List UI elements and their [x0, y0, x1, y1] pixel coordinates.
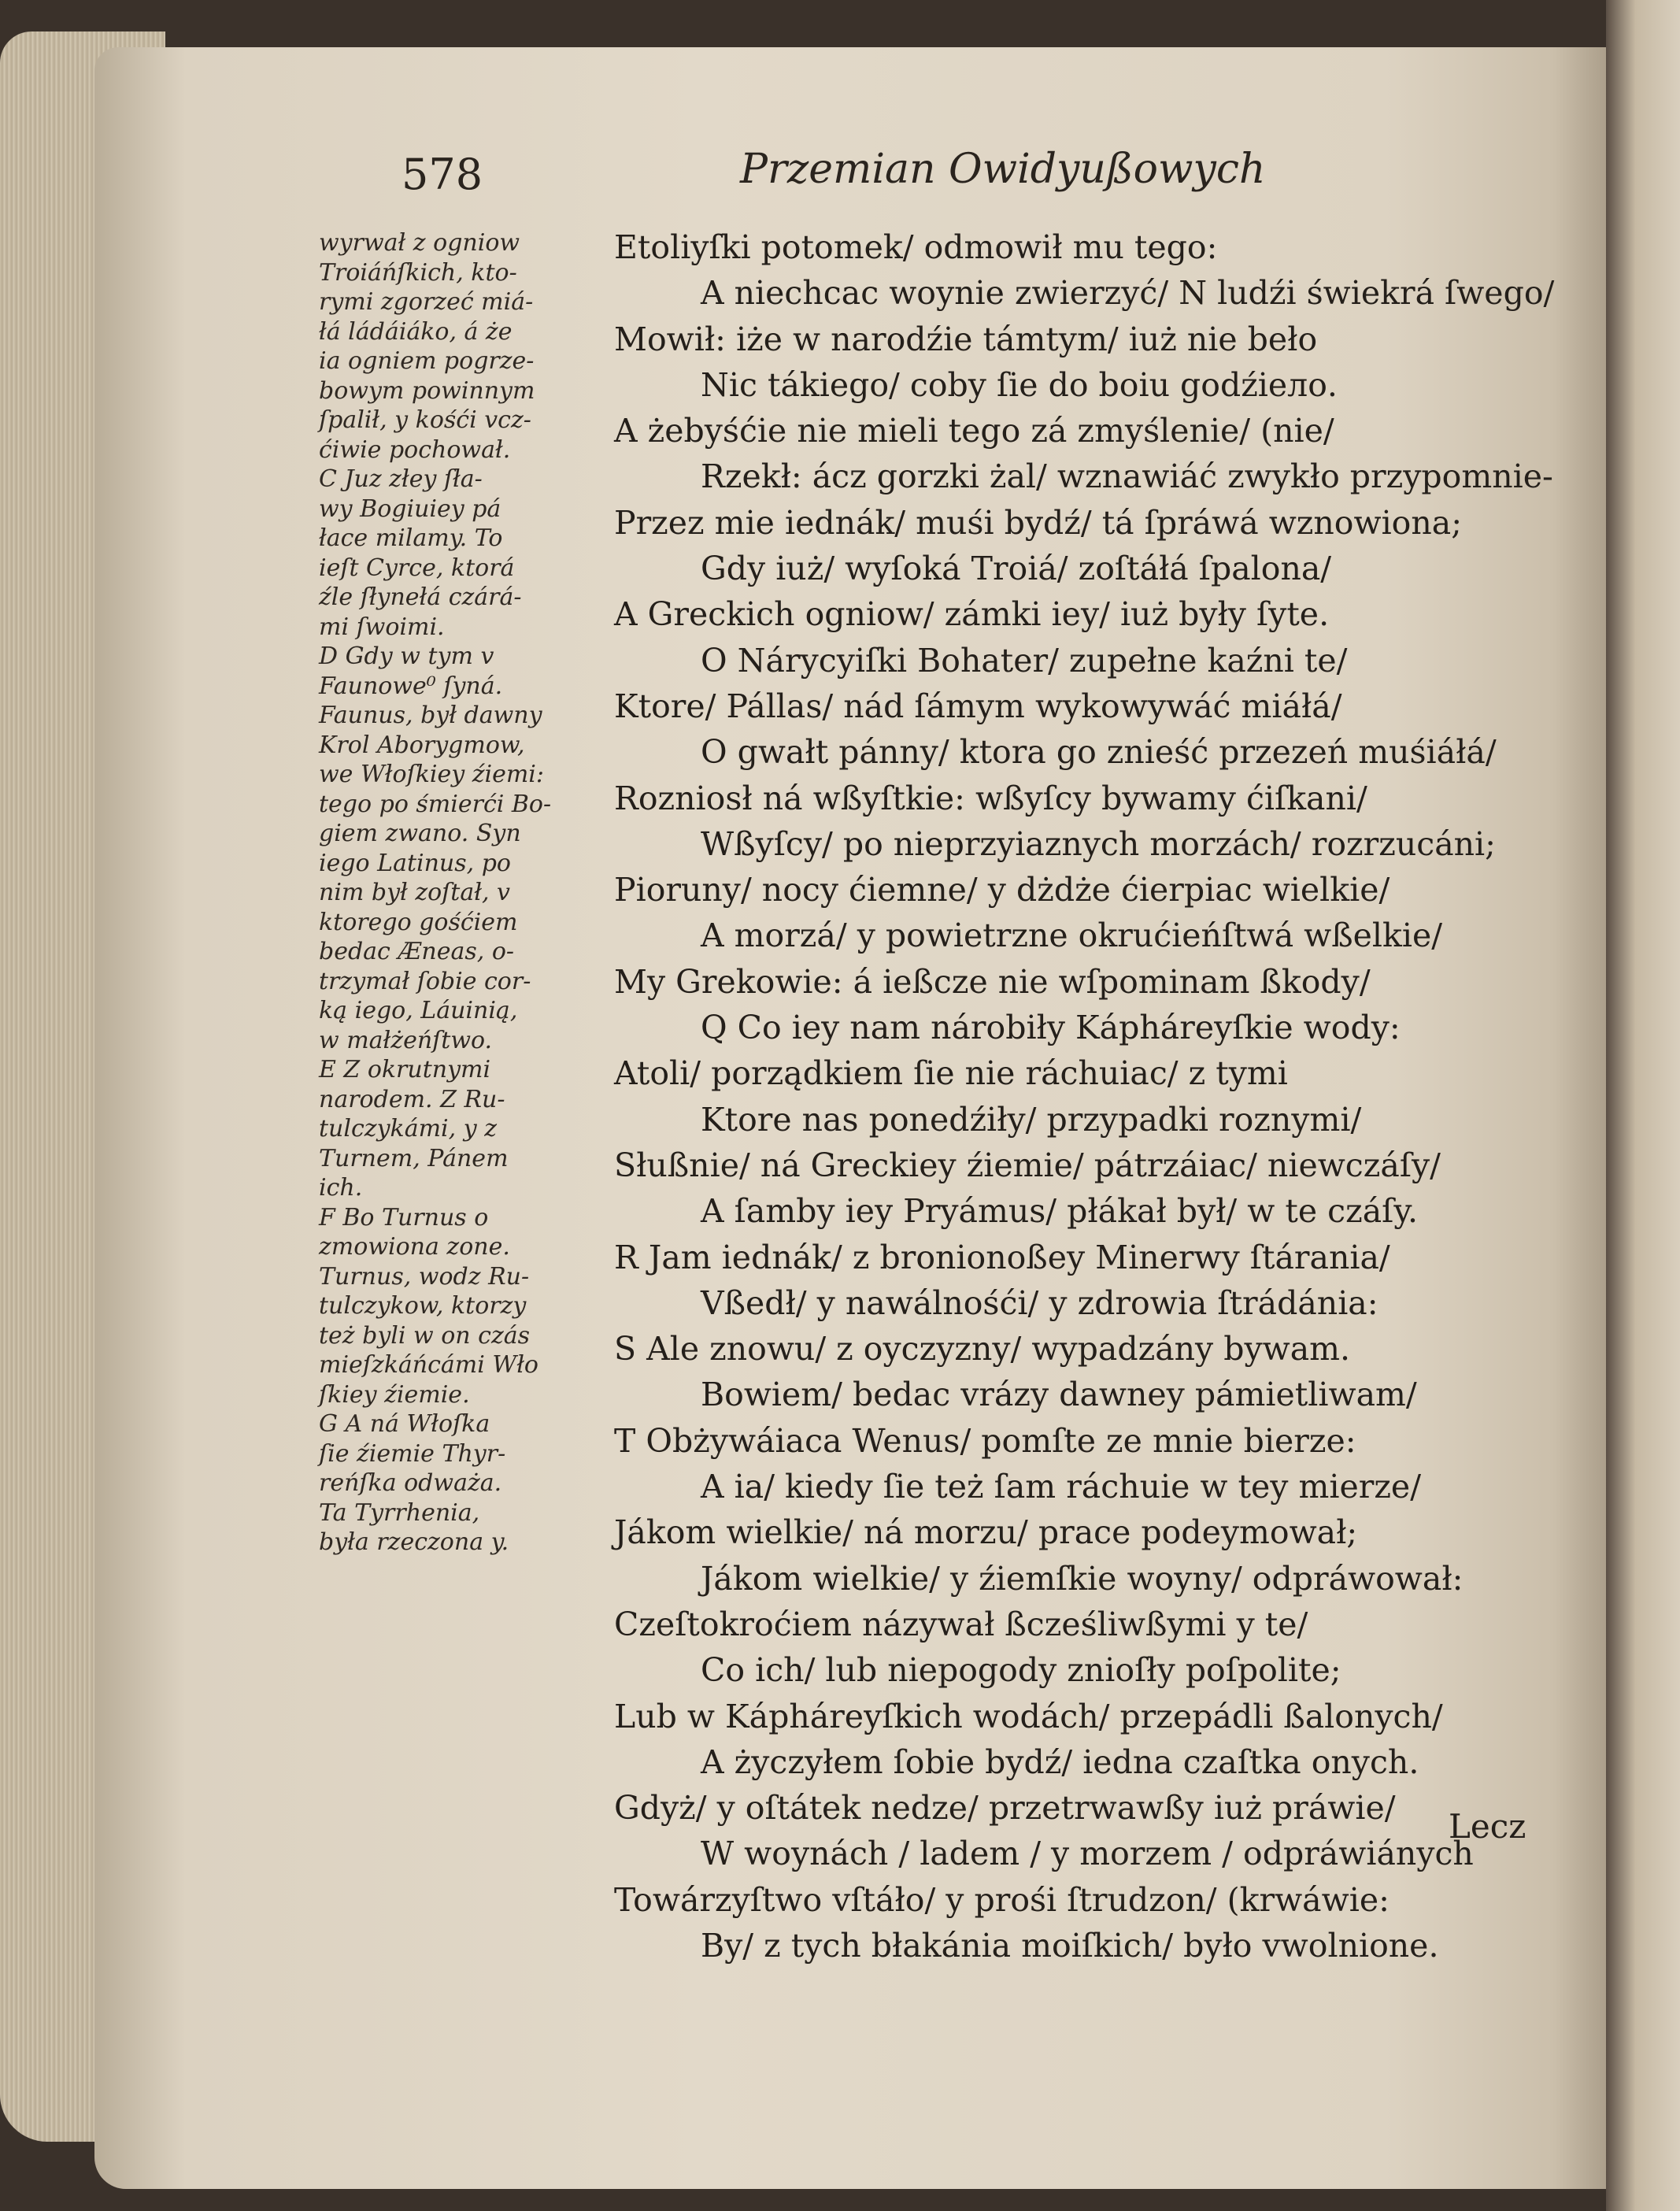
- margin-note-line: w małżeńſtwo.: [319, 1026, 493, 1054]
- verse-line: Rozniosł ná wßyſtkie: wßyſcy bywamy ćiſkani/: [614, 779, 1367, 817]
- margin-note-line: we Włoſkiey źiemi:: [319, 761, 545, 788]
- margin-note-line: bedac Æneas, o-: [319, 938, 515, 965]
- margin-note-line: ktorego gośćiem: [319, 908, 518, 936]
- verse-line: Co ich/ lub niepogody znioſły poſpolite;: [701, 1651, 1341, 1690]
- verse-line: Jákom wielkie/ y źiemſkie woyny/ odpráwował:: [701, 1559, 1464, 1598]
- verse-line: S Ale znowu/ z oyczyzny/ wypadzány bywam.: [614, 1330, 1351, 1368]
- verse-line: My Grekowie: á ießcze nie wſpominam ßkody/: [614, 962, 1371, 1001]
- verse-line: Wßyſcy/ po nieprzyiaznych morzách/ rozrzucáni;: [701, 824, 1496, 863]
- margin-note-line: C Juz złey ſła-: [319, 465, 483, 493]
- margin-note-line: ſie źiemie Thyr-: [319, 1439, 506, 1468]
- margin-note-line: Turnus, wodz Ru-: [319, 1262, 530, 1291]
- verse-line: A morzá/ y powietrzne okrućieńſtwá wßelkie/: [701, 917, 1443, 955]
- margin-note-line: mieſzkáńcámi Wło: [319, 1351, 538, 1379]
- verse-line: Etoliyſki potomek/ odmowił mu tego:: [614, 228, 1218, 266]
- verse-line: Jákom wielkie/ ná morzu/ prace podeymował;: [614, 1513, 1358, 1552]
- margin-note-line: E Z okrutnymi: [319, 1056, 491, 1083]
- margin-note-line: Krol Aborygmow,: [319, 731, 525, 759]
- margin-note-line: narodem. Z Ru-: [319, 1085, 505, 1113]
- margin-note-line: wy Bogiuiey pá: [319, 494, 501, 523]
- verse-line: Bowiem/ bedac vrázy dawney pámietliwam/: [701, 1376, 1417, 1414]
- margin-note-line: źle ſłynełá czárá-: [319, 583, 522, 611]
- margin-note-line: trzymał ſobie cor-: [319, 967, 531, 995]
- verse-line: A ia/ kiedy ſie też ſam ráchuie w tey mierze/: [701, 1468, 1422, 1506]
- verse-line: Ktore/ Pállas/ nád ſámym wykowywáć miáłá/: [614, 687, 1342, 725]
- verse-line: Ktore nas ponedźiły/ przypadki roznymi/: [701, 1100, 1362, 1139]
- verse-line: Nic tákiego/ coby ſie do boiu godźiело.: [701, 365, 1338, 404]
- verse-line: O Nárycyiſki Bohater/ zupełne kaźni te/: [701, 641, 1348, 680]
- verse-line: Gdy iuż/ wyſoká Troiá/ zoſtáłá ſpalona/: [701, 550, 1332, 588]
- verse-line: Pioruny/ nocy ćiemne/ y dżdże ćierpiac wielkie/: [614, 871, 1390, 909]
- margin-note-line: Ta Tyrrhenia,: [319, 1498, 480, 1527]
- verse-line: A Greckich ogniow/ zámki iey/ iuż były ſyte.: [614, 595, 1330, 634]
- margin-note-line: była rzeczona y.: [319, 1528, 509, 1556]
- margin-note-line: F Bo Turnus o: [319, 1203, 489, 1231]
- verse-line: R Jam iednák/ z bronionoßey Minerwy ſtárania/: [614, 1238, 1390, 1276]
- margin-note-line: rymi zgorzeć miá-: [319, 288, 534, 316]
- margin-note-line: też byli w on czás: [319, 1321, 531, 1350]
- margin-note-line: ſkiey źiemie.: [319, 1380, 470, 1409]
- margin-note-line: ich.: [319, 1174, 363, 1202]
- facing-page-edge: [1606, 0, 1680, 2211]
- margin-note-line: ia ogniem pogrze-: [319, 347, 535, 375]
- verse-line: Czeſtokroćiem názywał ßcześliwßymi y te/: [614, 1605, 1308, 1643]
- verse-line: Mowił: iże w narodźie támtym/ iuż nie beło: [614, 320, 1318, 358]
- margin-note-line: wyrwał z ogniow: [319, 229, 520, 257]
- verse-line: Q Co iey nam nárobiły Kápháreyſkie wody:: [701, 1009, 1401, 1047]
- verse-line: By/ z tych błakánia moiſkich/ było vwolnione.: [701, 1926, 1439, 1965]
- margin-note-line: D Gdy w tym v: [319, 643, 494, 670]
- margin-note-line: G A ná Włoſka: [319, 1410, 490, 1438]
- margin-note-line: tulczykámi, y z: [319, 1115, 497, 1143]
- verse-line: W woynách / ladem / y morzem / odpráwiánych: [701, 1835, 1474, 1873]
- margin-note-line: ſpalił, y kośći vcz-: [319, 406, 531, 434]
- verse-line: T Obżywáiaca Wenus/ pomſte ze mnie bierze:: [614, 1421, 1356, 1460]
- verse-line: Rzekł: ácz gorzki żal/ wznawiáć zwykło przypomnie-: [701, 457, 1553, 496]
- margin-note-line: Faunowe⁰ ſyná.: [319, 672, 503, 700]
- margin-note-line: iego Latinus, po: [319, 849, 511, 877]
- page-header: [401, 146, 1582, 209]
- verse-line: A żebyśćie nie mieli tego zá zmyślenie/ (nie/: [614, 412, 1334, 450]
- verse-line: Vßedł/ y nawálnośći/ y zdrowia ſtrádánia:: [701, 1283, 1378, 1322]
- margin-note-line: Faunus, był dawny: [319, 702, 542, 729]
- verse-line: Przez mie iednák/ muśi bydź/ tá ſpráwá wznowiona;: [614, 503, 1463, 542]
- margin-note-line: łace milamy. To: [319, 524, 503, 552]
- margin-note-line: Troiáńſkich, kto-: [319, 258, 517, 287]
- margin-note-line: tulczykow, ktorzy: [319, 1292, 527, 1320]
- margin-note-line: giem zwano. Syn: [319, 820, 521, 847]
- running-title: Przemian Owidyußowych: [740, 146, 1266, 193]
- margin-notes: [319, 228, 610, 1557]
- margin-note-line: mi ſwoimi.: [319, 613, 445, 641]
- verse-line: Towárzyſtwo vſtáło/ y prośi ſtrudzon/ (krwáwie:: [614, 1880, 1390, 1919]
- page-number: 578: [401, 150, 483, 199]
- margin-note-line: reńſka odważa.: [319, 1469, 502, 1497]
- margin-note-line: ieſt Cyrce, ktorá: [319, 554, 515, 582]
- margin-note-line: nim był zoſtał, v: [319, 879, 510, 906]
- verse-text: [614, 224, 1555, 1968]
- verse-line: O gwałt pánny/ ktora go znieść przezeń muśiáłá/: [701, 733, 1497, 772]
- catchword: Lecz: [1449, 1807, 1526, 1846]
- margin-note-line: Turnem, Pánem: [319, 1144, 509, 1172]
- verse-line: A niechcac woynie zwierzyć/ N ludźi świekrá ſwego/: [701, 274, 1555, 313]
- margin-note-line: łá ládáiáko, á że: [319, 317, 513, 346]
- margin-note-line: ćiwie pochował.: [319, 435, 511, 464]
- verse-line: Lub w Kápháreyſkich wodách/ przepádli ßalonych/: [614, 1697, 1443, 1735]
- verse-line: Atoli/ porządkiem ſie nie ráchuiac/ z tymi: [614, 1054, 1288, 1093]
- margin-note-line: bowym powinnym: [319, 376, 535, 405]
- verse-line: A ſamby iey Pryámus/ płákał był/ w te czáſy.: [701, 1192, 1419, 1231]
- margin-note-line: tego po śmierći Bo-: [319, 790, 552, 818]
- verse-line: Gdyż/ y oſtátek nedze/ przetrwawßy iuż práwie/: [614, 1789, 1396, 1828]
- margin-note-line: zmowiona zone.: [319, 1233, 510, 1261]
- margin-note-line: ką iego, Láuinią,: [319, 997, 518, 1024]
- verse-line: Słußnie/ ná Greckiey źiemie/ pátrzáiac/ niewczáſy/: [614, 1146, 1441, 1184]
- verse-line: A życzyłem ſobie bydź/ iedna czaſtka onych.: [701, 1743, 1419, 1781]
